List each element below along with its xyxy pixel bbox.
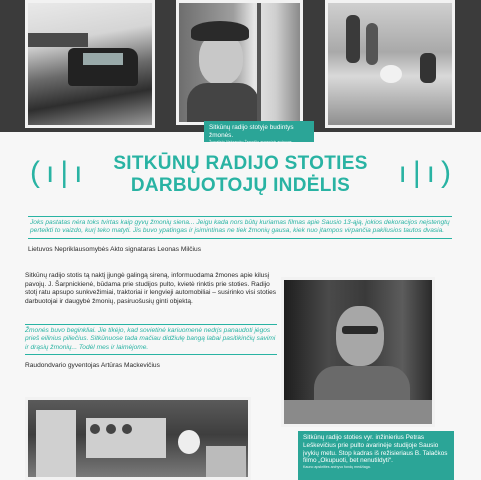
- photo-people-outdoors: [325, 0, 455, 128]
- body-paragraph: Sitkūnų radijo stotis tą naktį įjungė galingą sireną, informuodama žmones apie kilusį pavojų. J. Šarpnickienė, būdama prie studijos pulto, kvietė rinktis prie stoties. Radijo stotį ratu apsupo sunkvežimiai, traktoriai ir lengvieji automobiliai – susirinko visi stoties darbuotojai ir daugybė žmonių, pasiruošusių ginti objektą.: [25, 272, 277, 305]
- quote-2-text: Žmonės buvo beginkliai. Jie tikėjo, kad sovietinė kariuomenė nedrįs panaudoti jėgos prieš eilinius piliečius. Sitkūnuose tada mačiau didžiulę bangą labai pasitikinčių savimi ir drąsių žmonių... Todėl mes ir laimėjome.: [25, 327, 276, 351]
- caption-top: [204, 121, 314, 142]
- photo-cars-in-snow: [25, 0, 155, 128]
- caption-bottom-credit: Kauno apskrities archyvo fondų medžiaga.: [303, 465, 371, 470]
- title-block: [0, 146, 481, 204]
- quote-2-author: Raudondvario gyventojas Artūras Mackevičius: [25, 362, 160, 370]
- sound-wave-left-icon: (ı|ı: [30, 156, 89, 189]
- quote-box-1: [25, 212, 455, 262]
- page-title-line1: SITKŪNŲ RADIJO STOTIES: [113, 153, 368, 174]
- caption-top-credit: Žurnalisto Aleksandro Žemaičio asmeninis archyvas.: [209, 139, 293, 144]
- photo-man-with-flag: [176, 0, 303, 125]
- quote-1-author: Lietuvos Nepriklausomybės Akto signataras Leonas Milčius: [28, 245, 201, 253]
- sound-wave-right-icon: ı|ı): [398, 156, 457, 189]
- caption-top-text: Sitkūnų radijo stotyje budintys žmonės.: [209, 124, 294, 139]
- caption-bottom-text: Sitkūnų radijo stoties vyr. inžinierius Petras Leškevičius prie pulto avarinėje studijoje Sausio įvykių metu. Stop kadras iš režisieriaus B. Talačkos filmo „Okupuoti, bet nenutildyti“.: [303, 434, 448, 465]
- quote-1-text: Joks pastatas nėra toks tvirtas kaip gyvų žmonių siena... Jeigu kada nors būtų kuriamas filmas apie Sausio 13-ąją, jokios dekoracijos neįstengtų perteikti to vaizdo, kurį teko matyti. Jis buvo ypatingas ir įsimintinas ne tiek žmonių gausa, kiek nuo įtampos virpančia pakilusios tautos dvasia.: [30, 219, 450, 235]
- quote-1-frame: [28, 216, 452, 239]
- photo-studio-equipment: [25, 397, 251, 480]
- caption-bottom: [298, 431, 454, 480]
- page-title-line2: DARBUOTOJŲ INDĖLIS: [130, 175, 351, 196]
- quote-2-frame: [25, 324, 277, 355]
- quote-box-2: [25, 322, 277, 382]
- photo-engineer-at-console: [281, 277, 435, 427]
